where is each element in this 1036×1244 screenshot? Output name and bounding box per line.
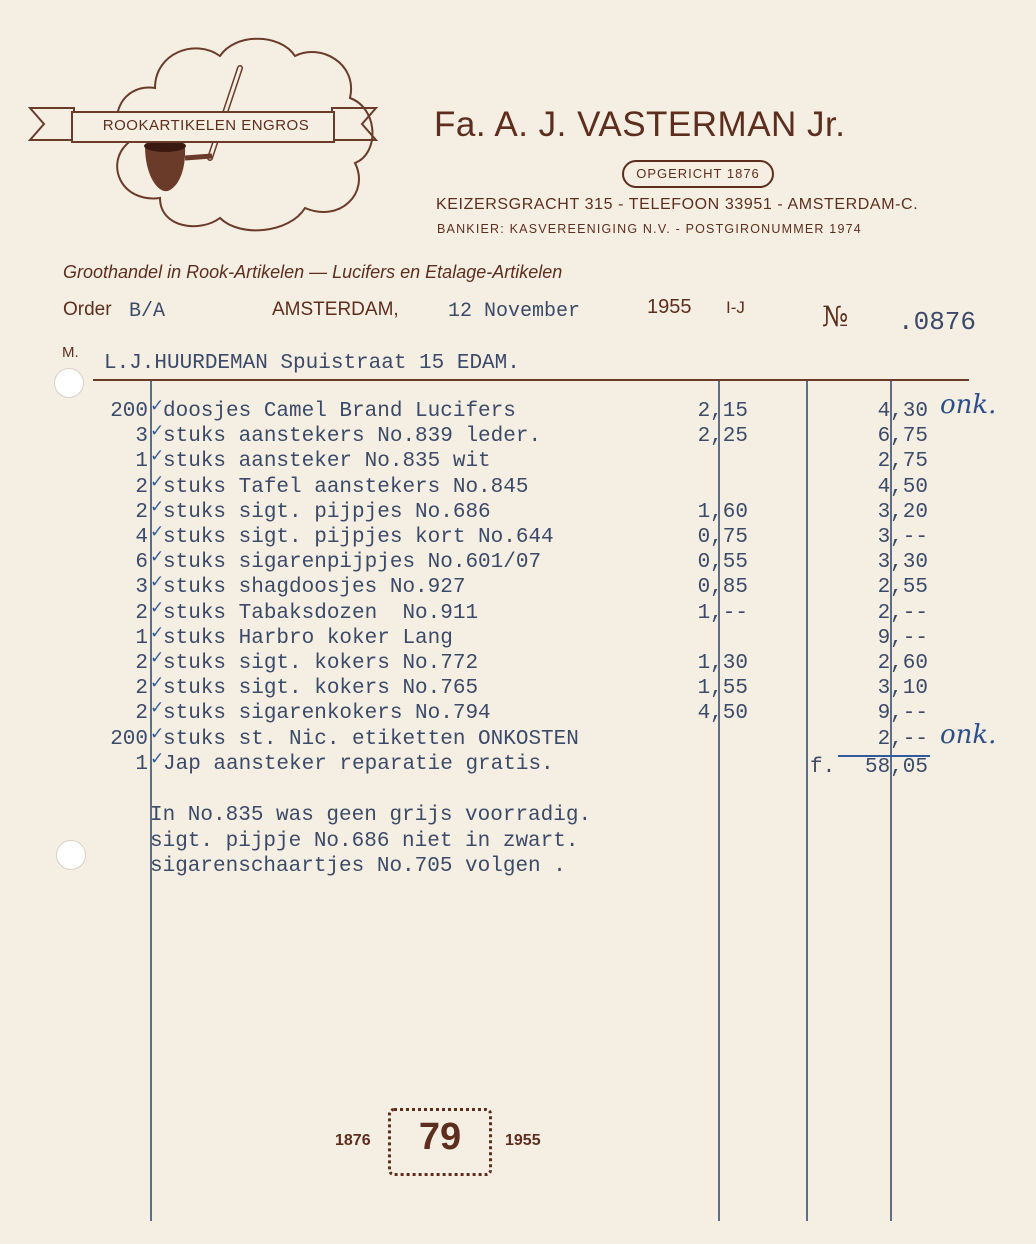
- company-address: KEIZERSGRACHT 315 - TELEFOON 33951 - AMSTERDAM-C.: [436, 196, 919, 213]
- total-amount: 58,05: [864, 756, 928, 779]
- item-quantity: 2: [135, 500, 148, 524]
- item-description: stuks aansteker No.835 wit: [163, 450, 491, 474]
- item-description: stuks Harbro koker Lang: [163, 626, 453, 650]
- item-price: 2,25: [697, 425, 748, 449]
- item-description: stuks sigt. pijpjes kort No.644: [163, 526, 554, 549]
- handwritten-note: onk.: [940, 720, 997, 750]
- item-quantity: 2: [135, 475, 148, 499]
- item-quantity: 1: [135, 752, 148, 776]
- item-description: stuks shagdoosjes No.927: [163, 576, 466, 600]
- item-amount: 2,60: [877, 652, 928, 675]
- order-date: 12 November: [448, 300, 581, 323]
- item-amount: 4,50: [877, 475, 928, 499]
- order-number: .0876: [898, 307, 977, 337]
- check-mark-icon: ✓: [150, 648, 165, 667]
- item-price: 1,30: [697, 652, 748, 675]
- item-description: Jap aansteker reparatie gratis.: [163, 752, 554, 776]
- handwritten-note: onk.: [940, 390, 997, 420]
- check-mark-icon: ✓: [150, 522, 165, 541]
- total-prefix: f.: [810, 756, 836, 779]
- punch-hole: [56, 840, 86, 870]
- item-quantity: 1: [135, 450, 148, 474]
- item-amount: 3,--: [877, 526, 928, 549]
- header-rule: [93, 379, 969, 381]
- item-price: 2,15: [697, 400, 748, 423]
- company-name: Fa. A. J. VASTERMAN Jr.: [434, 105, 846, 144]
- bank-info: BANKIER: KASVEREENIGING N.V. - POSTGIRONUMMER 1974: [437, 222, 862, 236]
- item-amount: 3,30: [877, 551, 928, 575]
- note-line: sigarenschaartjes No.705 volgen .: [150, 855, 566, 878]
- item-quantity: 2: [135, 702, 148, 726]
- founded-badge: OPGERICHT 1876: [622, 160, 774, 188]
- anniversary-number: 79: [418, 1116, 462, 1158]
- item-amount: 2,75: [877, 450, 928, 474]
- item-quantity: 4: [135, 526, 148, 549]
- item-description: doosjes Camel Brand Lucifers: [163, 400, 516, 423]
- amount-column-rule-left: [806, 381, 808, 1221]
- item-quantity: 2: [135, 601, 148, 625]
- footer-year-right: 1955: [505, 1132, 541, 1149]
- item-description: stuks sigarenpijpjes No.601/07: [163, 551, 542, 575]
- check-mark-icon: ✓: [150, 471, 165, 491]
- item-amount: 9,--: [877, 702, 928, 726]
- check-mark-icon: ✓: [150, 622, 165, 642]
- item-amount: 2,--: [877, 601, 928, 625]
- item-amount: 2,--: [877, 727, 928, 751]
- note-line: In No.835 was geen grijs voorradig.: [150, 804, 592, 827]
- item-amount: 4,30: [877, 400, 928, 423]
- item-quantity: 3: [135, 576, 148, 600]
- customer-prefix: M.: [62, 344, 79, 361]
- item-description: stuks Tabaksdozen No.911: [163, 601, 479, 625]
- city: AMSTERDAM,: [272, 299, 399, 320]
- check-mark-icon: ✓: [150, 396, 165, 415]
- ribbon-text: ROOKARTIKELEN ENGROS: [102, 117, 310, 134]
- item-price: 0,55: [697, 551, 748, 575]
- footer-year-left: 1876: [335, 1132, 371, 1149]
- number-label: №: [822, 300, 849, 333]
- item-amount: 9,--: [877, 626, 928, 650]
- check-mark-icon: ✓: [150, 496, 165, 516]
- check-mark-icon: ✓: [150, 723, 165, 743]
- check-mark-icon: ✓: [150, 748, 165, 768]
- item-quantity: 200: [110, 727, 148, 751]
- note-line: sigt. pijpje No.686 niet in zwart.: [150, 830, 579, 853]
- item-quantity: 200: [110, 400, 148, 423]
- item-amount: 3,20: [877, 500, 928, 524]
- item-description: stuks st. Nic. etiketten ONKOSTEN: [163, 727, 579, 751]
- item-amount: 6,75: [877, 425, 928, 449]
- order-year: 1955: [647, 296, 692, 318]
- check-mark-icon: ✓: [150, 446, 165, 466]
- item-quantity: 3: [135, 425, 148, 449]
- tagline: Groothandel in Rook-Artikelen — Lucifers en Etalage-Artikelen: [63, 262, 563, 282]
- check-mark-icon: ✓: [150, 673, 165, 693]
- order-label: Order: [63, 299, 112, 320]
- item-price: 4,50: [697, 702, 748, 726]
- item-quantity: 1: [135, 626, 148, 650]
- check-mark-icon: ✓: [150, 698, 165, 718]
- item-quantity: 2: [135, 652, 148, 675]
- item-quantity: 2: [135, 677, 148, 701]
- item-quantity: 6: [135, 551, 148, 575]
- check-mark-icon: ✓: [150, 547, 165, 567]
- item-description: stuks Tafel aanstekers No.845: [163, 475, 529, 499]
- item-description: stuks sigt. kokers No.772: [163, 652, 479, 675]
- item-price: 1,55: [697, 677, 748, 701]
- item-description: stuks sigt. pijpjes No.686: [163, 500, 491, 524]
- item-description: stuks sigarenkokers No.794: [163, 702, 491, 726]
- check-mark-icon: ✓: [150, 597, 165, 617]
- customer-name: L.J.HUURDEMAN Spuistraat 15 EDAM.: [104, 352, 520, 375]
- initials: I-J: [726, 298, 745, 317]
- item-price: 1,60: [697, 500, 748, 524]
- item-price: 0,75: [697, 526, 748, 549]
- item-amount: 3,10: [877, 677, 928, 701]
- item-description: stuks sigt. kokers No.765: [163, 677, 479, 701]
- item-price: 1,--: [697, 601, 748, 625]
- check-mark-icon: ✓: [150, 421, 165, 441]
- order-value: B/A: [129, 300, 166, 323]
- item-amount: 2,55: [877, 576, 928, 600]
- item-price: 0,85: [697, 576, 748, 600]
- punch-hole: [54, 368, 84, 398]
- item-description: stuks aanstekers No.839 leder.: [163, 425, 542, 449]
- check-mark-icon: ✓: [150, 572, 165, 592]
